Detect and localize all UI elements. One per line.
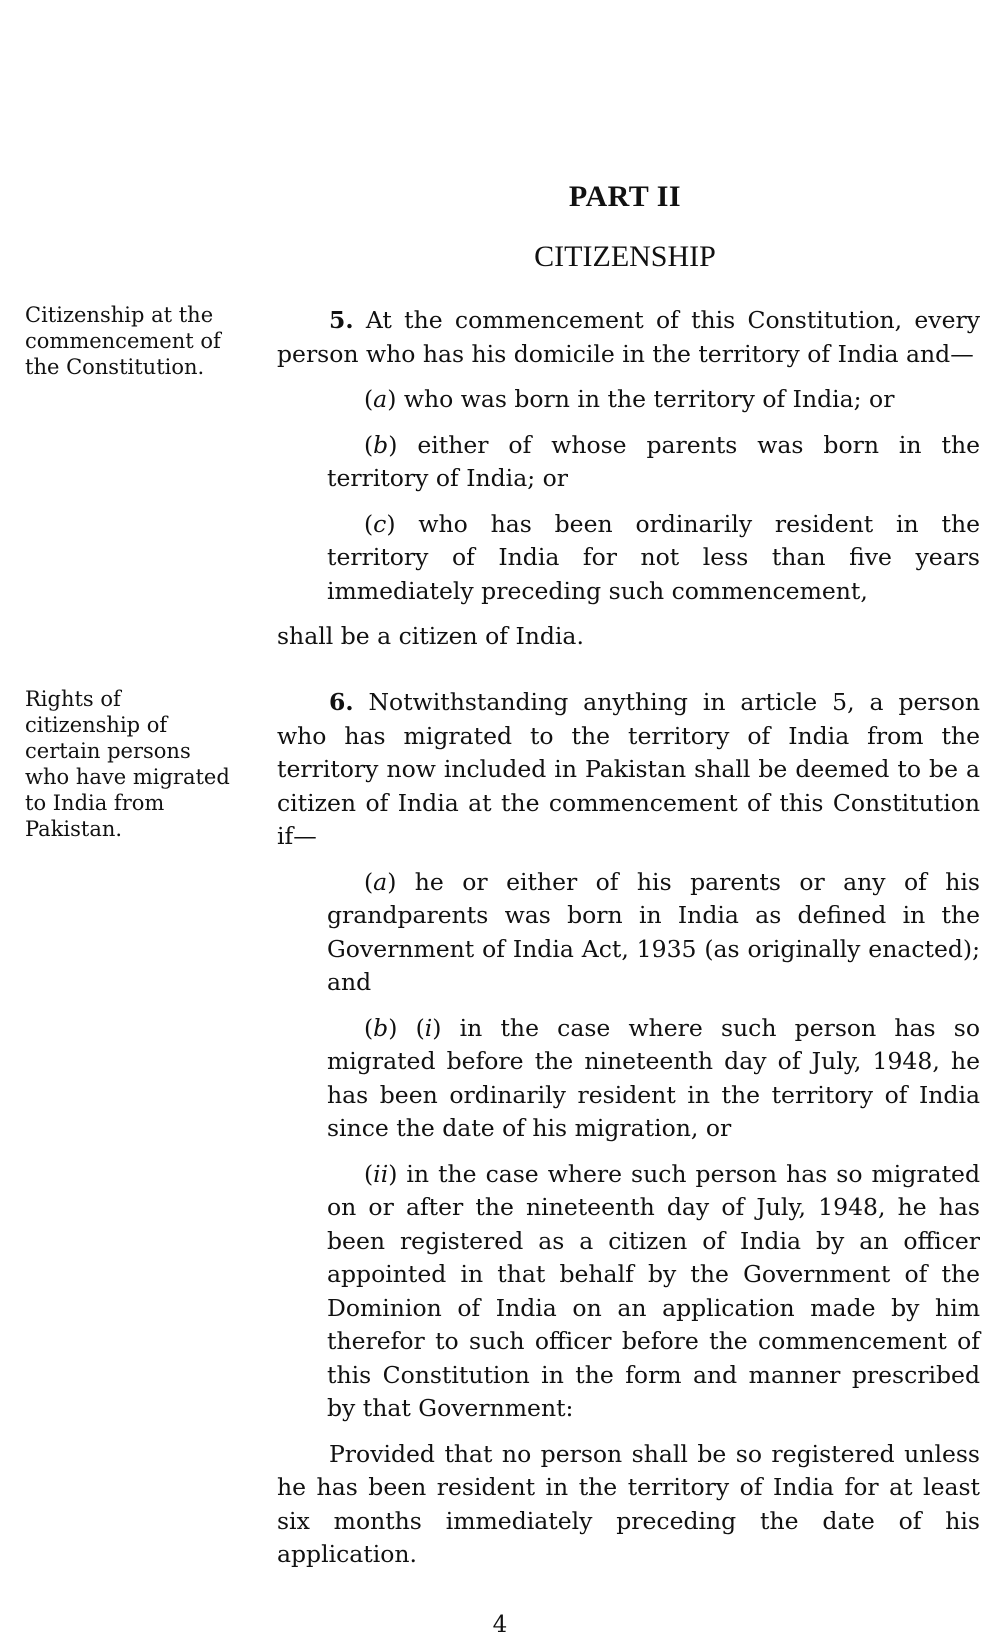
article-6-intro	[277, 686, 980, 854]
clause-text: who has been ordinarily resident in the territory of India for not less than five years immediately preceding such commencement,	[327, 509, 980, 605]
article-5-number: 5.	[329, 306, 354, 334]
article-5-intro-text: At the commencement of this Constitution, every person who has his domicile in the territory of India and—	[277, 306, 980, 368]
article-5-clause-c: (c) who has been ordinarily resident in the territory of India for not less than five years immediately preceding such commencement,	[327, 509, 980, 605]
subclause-label: ii	[373, 1159, 389, 1188]
article-5-closing: shall be a citizen of India.	[277, 622, 584, 650]
part-subtitle: CITIZENSHIP	[534, 240, 716, 273]
article-6-clause-b-i: (b) (i) in the case where such person has so migrated before the nineteenth day of July, 1948, he has been ordinarily resident in the territory of India since the date of his migration, or	[327, 1013, 980, 1142]
article-6-intro-text: Notwithstanding anything in article 5, a person who has migrated to the territory of India from the territory now included in Pakistan shall be deemed to be a citizen of India at the commencement of this Constitution if—	[277, 688, 980, 850]
article-5	[277, 304, 980, 654]
article-6-number: 6.	[329, 688, 354, 716]
article-5-clause-a: (a) who was born in the territory of India; or	[364, 385, 895, 413]
article-5-intro	[277, 304, 980, 371]
clause-text: who was born in the territory of India; or	[396, 385, 895, 413]
clause-label: b	[373, 430, 389, 459]
clause-label: a	[373, 385, 388, 413]
article-6-clause-a: (a) he or either of his parents or any of his grandparents was born in India as defined in the Government of India Act, 1935 (as originally enacted); and	[327, 867, 980, 996]
margin-note-article-6: Rights of citizenship of certain persons who have migrated to India from Pakistan.	[25, 687, 230, 841]
page-number: 4	[492, 1612, 508, 1638]
article-5-clause-b: (b) either of whose parents was born in the territory of India; or	[327, 430, 980, 492]
clause-text: in the case where such person has so migrated before the nineteenth day of July, 1948, he has been ordinarily resident in the territory of India since the date of his migration, or	[327, 1013, 980, 1142]
article-6	[277, 686, 980, 1572]
clause-label: c	[373, 509, 387, 538]
margin-note-article-5: Citizenship at the commencement of the Constitution.	[25, 303, 221, 379]
subclause-label: i	[424, 1013, 433, 1042]
clause-label: b	[373, 1013, 389, 1042]
clause-text: either of whose parents was born in the territory of India; or	[327, 430, 980, 492]
clause-text: in the case where such person has so migrated on or after the nineteenth day of July, 1948, he has been registered as a citizen of India by an officer appointed in that behalf by the Government of the Dominion of India on an application made by him therefor to such officer before the commencement of this Constitution in the form and manner prescribed by that Government:	[327, 1159, 980, 1422]
article-6-proviso: Provided that no person shall be so registered unless he has been resident in the territory of India for at least six months immediately preceding the date of his application.	[277, 1439, 980, 1568]
clause-label: a	[373, 867, 388, 896]
part-title: PART II	[568, 180, 682, 213]
clause-text: he or either of his parents or any of his grandparents was born in India as defined in the Government of India Act, 1935 (as originally enacted); and	[327, 867, 980, 996]
article-6-clause-b-ii: (ii) in the case where such person has so migrated on or after the nineteenth day of July, 1948, he has been registered as a citizen of India by an officer appointed in that behalf by the Government of the Dominion of India on an application made by him therefor to such officer before the commencement of this Constitution in the form and manner prescribed by that Government:	[327, 1159, 980, 1422]
